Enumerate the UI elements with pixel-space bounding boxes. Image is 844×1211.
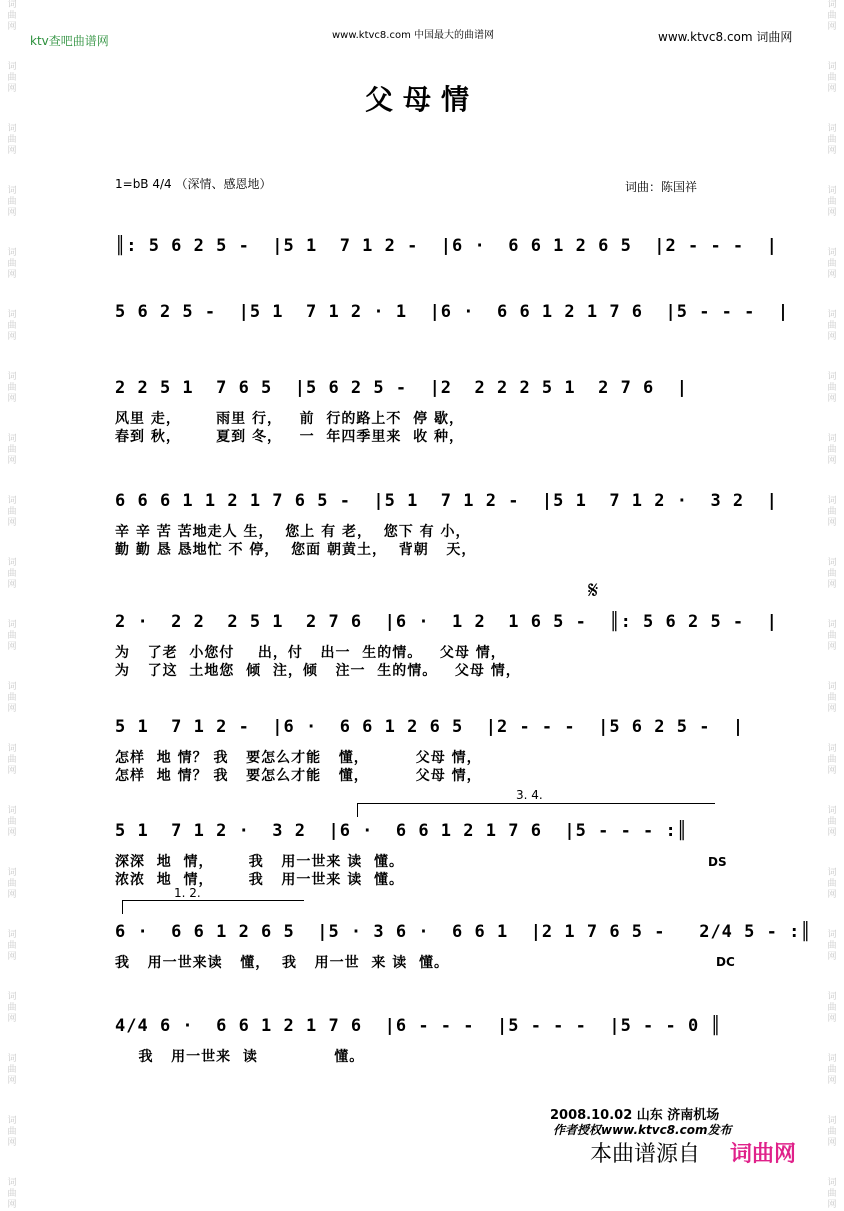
notation-line: 5 1 7 1 2 - |6 · 6 6 1 2 6 5 |2 - - - |5 6 2 5 - | (115, 717, 745, 737)
lyric-verse-1: 辛 辛 苦 苦地走人 生， 您上 有 老， 您下 有 小， (115, 524, 471, 540)
score-row-2 (0, 302, 844, 382)
watermark-glyph-group: 词 曲 网 (7, 310, 17, 342)
watermark-glyph-group: 词 曲 网 (827, 62, 837, 94)
watermark-left (4, 0, 20, 1210)
header-left-site[interactable]: ktv查吧曲谱网 (30, 34, 109, 48)
watermark-glyph-group: 词 曲 网 (827, 558, 837, 590)
watermark-glyph-group: 词 曲 网 (7, 124, 17, 156)
watermark-glyph-group: 词 曲 网 (7, 1054, 17, 1086)
watermark-glyph-group: 词 曲 网 (7, 62, 17, 94)
watermark-glyph-group: 词 曲 网 (7, 434, 17, 466)
lyric-verse-1: 风里 走， 雨里 行， 前 行的路上不 停 歇， (115, 411, 464, 427)
lyric-verse-1: 我 用一世来读 懂， 我 用一世 来 读 懂。 (115, 955, 449, 971)
lyric-verse-2: 浓浓 地 情， 我 用一世来 读 懂。 (115, 872, 404, 888)
lyric-verse-2: 春到 秋， 夏到 冬， 一 年四季里来 收 种， (115, 429, 464, 445)
segno-sign: 𝄋 (588, 576, 599, 604)
score-row-6 (0, 717, 844, 797)
watermark-right (824, 0, 840, 1210)
lyric-verse-1: 怎样 地 情？ 我 要怎么才能 懂， 父母 情， (115, 750, 482, 766)
notation-line: 6 6 6 1 1 2 1 7 6 5 - |5 1 7 1 2 - |5 1 7 1 2 · 3 2 | (115, 491, 778, 511)
volta-3-4-hook (357, 803, 358, 817)
song-title: 父母情 (364, 83, 479, 116)
lyric-verse-2: 怎样 地 情？ 我 要怎么才能 懂， 父母 情， (115, 768, 482, 784)
volta-1-2-label: 1. 2. (174, 886, 201, 900)
watermark-glyph-group: 词 曲 网 (827, 124, 837, 156)
watermark-glyph-group: 词 曲 网 (827, 186, 837, 218)
watermark-glyph-group: 词 曲 网 (827, 930, 837, 962)
notation-line: 2 2 5 1 7 6 5 |5 6 2 5 - |2 2 2 2 5 1 2 7 6 | (115, 378, 688, 398)
composer-credit: 词曲：陈国祥 (625, 180, 698, 194)
footer-author-note: 作者授权www.ktvc8.com发布 (553, 1123, 732, 1137)
watermark-glyph-group: 词 曲 网 (7, 1116, 17, 1148)
lyric-verse-2: 为 了这 土地您 倾 注，倾 注一 生的情。 父母 情， (115, 663, 521, 679)
watermark-glyph-group: 词 曲 网 (827, 1116, 837, 1148)
watermark-glyph-group: 词 曲 网 (7, 372, 17, 404)
watermark-glyph-group: 词 曲 网 (827, 248, 837, 280)
watermark-glyph-group: 词 曲 网 (7, 186, 17, 218)
lyric-verse-1: 我 用一世来 读 懂。 (115, 1049, 365, 1065)
footer-date-location: 2008.10.02 山东 济南机场 (550, 1108, 720, 1123)
watermark-glyph-group: 词 曲 网 (827, 372, 837, 404)
notation-line: 6 · 6 6 1 2 6 5 |5 · 3 6 · 6 6 1 |2 1 7 6 5 - 2/4 5 - :║ (115, 922, 812, 942)
notation-line: ║: 5 6 2 5 - |5 1 7 1 2 - |6 · 6 6 1 2 6 5 |2 - - - | (115, 236, 778, 256)
notation-line: 2 · 2 2 2 5 1 2 7 6 |6 · 1 2 1 6 5 - ║: 5 6 2 5 - | (115, 612, 778, 632)
volta-3-4-bracket (357, 803, 715, 804)
watermark-glyph-group: 词 曲 网 (7, 620, 17, 652)
watermark-glyph-group: 词 曲 网 (827, 1054, 837, 1086)
watermark-glyph-group: 词 曲 网 (7, 930, 17, 962)
watermark-glyph-group: 词 曲 网 (7, 744, 17, 776)
watermark-glyph-group: 词 曲 网 (7, 248, 17, 280)
watermark-glyph-group: 词 曲 网 (7, 558, 17, 590)
lyric-verse-1: 为 了老 小您付 出，付 出一 生的情。 父母 情， (115, 645, 506, 661)
score-row-3 (0, 378, 844, 458)
lyric-verse-1: 深深 地 情， 我 用一世来 读 懂。 (115, 854, 404, 870)
volta-1-2-bracket (122, 900, 304, 901)
watermark-glyph-group: 词 曲 网 (7, 992, 17, 1024)
score-row-9 (0, 1016, 844, 1096)
watermark-glyph-group: 词 曲 网 (7, 496, 17, 528)
footer-source-label: 本曲谱源自 (590, 1142, 701, 1167)
watermark-glyph-group: 词 曲 网 (7, 0, 17, 32)
watermark-glyph-group: 词 曲 网 (827, 992, 837, 1024)
watermark-glyph-group: 词 曲 网 (7, 682, 17, 714)
ds-marking: DS (708, 855, 727, 869)
watermark-glyph-group: 词 曲 网 (827, 806, 837, 838)
notation-line: 4/4 6 · 6 6 1 2 1 7 6 |6 - - - |5 - - - |5 - - 0 ║ (115, 1016, 722, 1036)
watermark-glyph-group: 词 曲 网 (827, 682, 837, 714)
watermark-glyph-group: 词 曲 网 (827, 620, 837, 652)
watermark-glyph-group: 词 曲 网 (827, 868, 837, 900)
watermark-glyph-group: 词 曲 网 (827, 744, 837, 776)
watermark-glyph-group: 词 曲 网 (7, 868, 17, 900)
volta-1-2-hook (122, 900, 123, 914)
watermark-glyph-group: 词 曲 网 (827, 496, 837, 528)
watermark-glyph-group: 词 曲 网 (827, 434, 837, 466)
notation-line: 5 1 7 1 2 · 3 2 |6 · 6 6 1 2 1 7 6 |5 - - - :║ (115, 821, 688, 841)
watermark-glyph-group: 词 曲 网 (827, 310, 837, 342)
dc-marking: DC (716, 955, 735, 969)
header-center-site[interactable]: www.ktvc8.com 中国最大的曲谱网 (332, 30, 495, 41)
header-right-site[interactable]: www.ktvc8.com 词曲网 (658, 30, 793, 44)
watermark-glyph-group: 词 曲 网 (7, 1178, 17, 1210)
score-row-4 (0, 491, 844, 571)
watermark-glyph-group: 词 曲 网 (827, 1178, 837, 1210)
key-signature: 1=bB 4/4 （深情、感恩地） (115, 177, 272, 191)
volta-3-4-label: 3. 4. (516, 788, 543, 802)
score-row-5 (0, 612, 844, 692)
notation-line: 5 6 2 5 - |5 1 7 1 2 · 1 |6 · 6 6 1 2 1 7 6 |5 - - - | (115, 302, 790, 322)
lyric-verse-2: 勤 勤 恳 恳地忙 不 停， 您面 朝黄土， 背朝 天， (115, 542, 477, 558)
watermark-glyph-group: 词 曲 网 (7, 806, 17, 838)
watermark-glyph-group: 词 曲 网 (827, 0, 837, 32)
footer-brand-link[interactable]: 词曲网 (730, 1142, 797, 1167)
